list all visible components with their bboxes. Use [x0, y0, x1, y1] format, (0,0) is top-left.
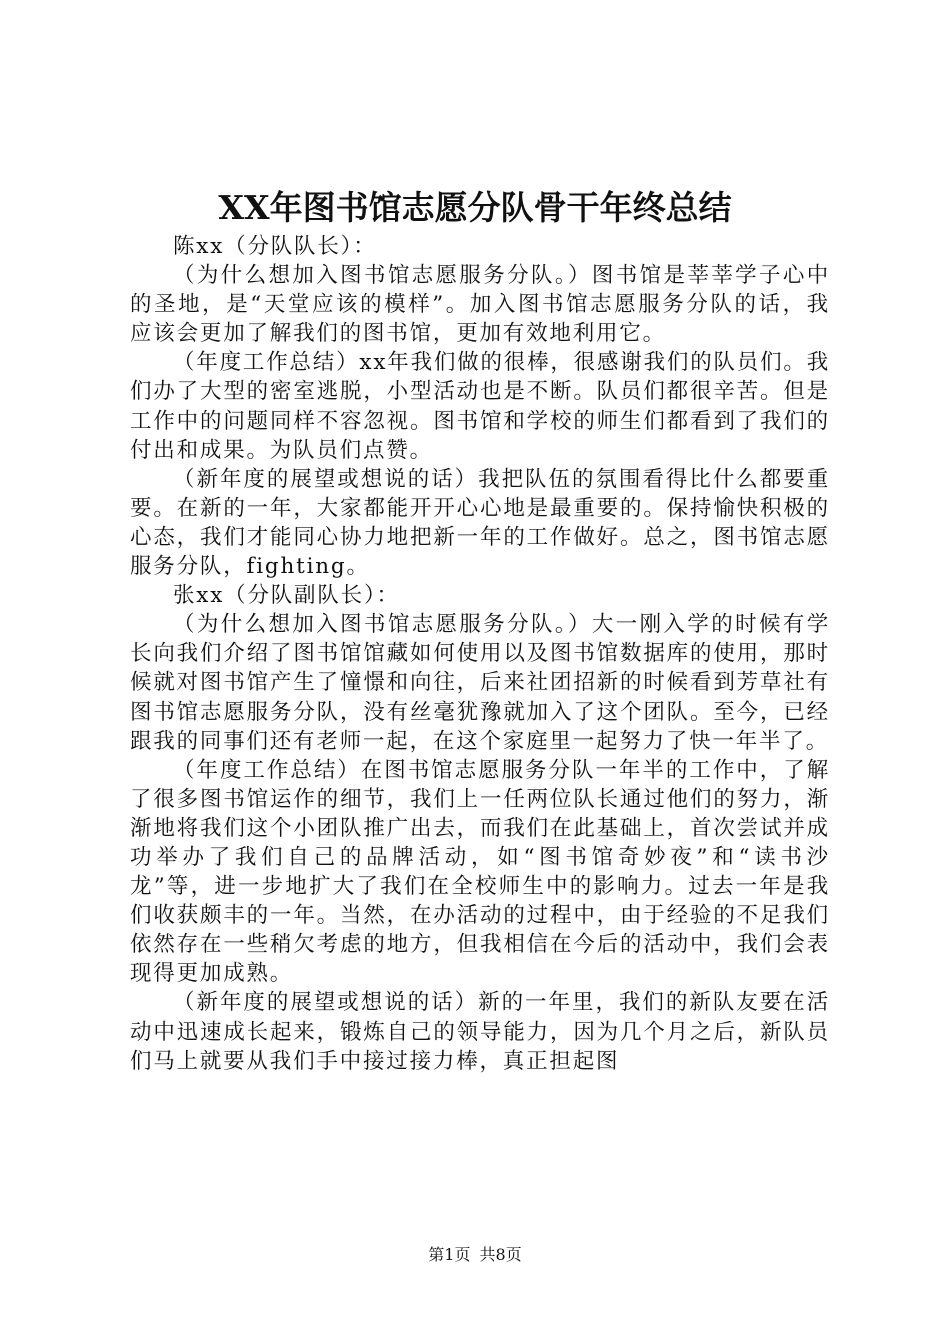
document-title: XX年图书馆志愿分队骨干年终总结: [218, 188, 732, 227]
page-footer: [0, 1243, 950, 1267]
paragraph-2: （年度工作总结）xx年我们做的很棒，很感谢我们的队员们。我们办了大型的密室逃脱，小型活动也是不断。队员们都很辛苦。但是工作中的问题同样不容忽视。图书馆和学校的师生们都看到了我们的付出和成果。为队员们点赞。: [130, 350, 830, 463]
speaker-heading-1: 陈xx（分队队长）：: [173, 234, 377, 259]
speaker-heading-2: 张xx（分队副队长）：: [173, 583, 400, 609]
document-body: [130, 232, 830, 1076]
paragraph-4: （为什么想加入图书馆志愿服务分队。）大一刚入学的时候有学长向我们介绍了图书馆馆藏如何使用以及图书馆数据库的使用，那时候就对图书馆产生了憧憬和向往，后来社团招新的时候看到芳草社有图书馆志愿服务分队，没有丝毫犹豫就加入了这个团队。至今，已经跟我的同事们还有老师一起，在这个家庭里一起努力了快一年半了。: [130, 612, 830, 754]
paragraph-1: （为什么想加入图书馆志愿服务分队。）图书馆是莘莘学子心中的圣地，是“天堂应该的模样”。加入图书馆志愿服务分队的话，我应该会更加了解我们的图书馆，更加有效地利用它。: [130, 263, 830, 347]
paragraph-5: （年度工作总结）在图书馆志愿服务分队一年半的工作中，了解了很多图书馆运作的细节，我们上一任两位队长通过他们的努力，渐渐地将我们这个小团队推广出去，而我们在此基础上，首次尝试并成功举办了我们自己的品牌活动，如“图书馆奇妙夜”和“读书沙龙”等，进一步地扩大了我们在全校师生中的影响力。过去一年是我们收获颇丰的一年。当然，在办活动的过程中，由于经验的不足我们依然存在一些稍欠考虑的地方，但我相信在今后的活动中，我们会表现得更加成熟。: [130, 757, 830, 987]
paragraph-3: （新年度的展望或想说的话）我把队伍的氛围看得比什么都要重要。在新的一年，大家都能开开心心地是最重要的。保持愉快积极的心态，我们才能同心协力地把新一年的工作做好。总之，图书馆志愿服务分队，fighting。: [130, 466, 830, 580]
page-total: 共8页: [479, 1245, 522, 1264]
page-number: 第1页: [428, 1245, 471, 1264]
paragraph-6: （新年度的展望或想说的话）新的一年里，我们的新队友要在活动中迅速成长起来，锻炼自己的领导能力，因为几个月之后，新队员们马上就要从我们手中接过接力棒，真正担起图: [130, 990, 830, 1074]
